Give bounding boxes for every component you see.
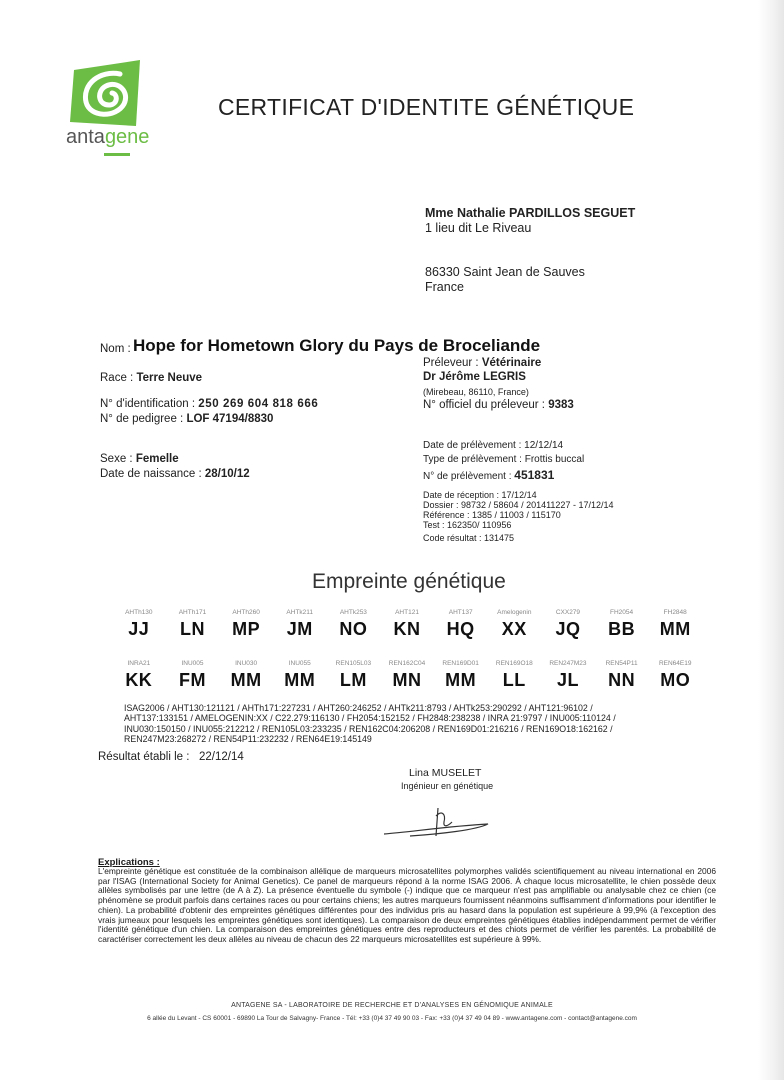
signer-name: Lina MUSELET [409,767,482,779]
logo-wordmark-suffix: gene [104,126,150,148]
marker-label: REN247M23 [549,660,587,667]
marker-label: REN54P11 [605,660,638,667]
logo-wordmark-prefix: anta [66,126,105,148]
logo-wordmark [66,126,149,149]
marker-label: AHTk253 [339,609,367,616]
genotype-value: NN [608,670,636,690]
genotype-cell [327,609,381,640]
genotype-value: FM [178,670,206,690]
marker-label: AHTh130 [125,609,153,616]
reference-ref: Référence : 1385 / 11003 / 115170 [423,510,561,520]
identification-label: N° d'identification : [100,398,196,410]
dog-name: Hope for Hometown Glory du Pays de Broceliande [133,336,541,355]
genotype-value: BB [608,619,636,639]
antagene-logo-icon [70,60,142,128]
genotype-cell [166,609,220,640]
genotype-value: JL [556,670,579,690]
genotype-cell [595,660,649,691]
genotype-cell [648,609,702,640]
naissance-value: 28/10/12 [204,468,250,480]
preleveur-value: Vétérinaire [481,357,542,369]
empreinte-title: Empreinte génétique [312,570,506,593]
owner-country: France [425,280,464,294]
marker-label: INRA21 [127,660,151,667]
genotype-cell [112,609,166,640]
marker-label: AHT137 [448,609,473,616]
dossier-ref: Dossier : 98732 / 58604 / 201411227 - 17/12/14 [423,500,614,510]
genotype-cell [487,609,541,640]
genotype-value: JQ [555,619,581,639]
owner-address-line2: 86330 Saint Jean de Sauves [425,265,585,279]
genotype-value: JM [286,619,313,639]
genotype-value: MM [230,670,262,690]
genotype-cell [434,609,488,640]
marker-label: INU005 [181,660,204,667]
preleveur-location: (Mirebeau, 86110, France) [423,387,529,397]
genotype-value: LN [179,619,205,639]
genotype-value: LL [502,670,526,690]
sexe-label: Sexe : [100,453,133,465]
genotype-cell [541,660,595,691]
preleveur-label: Préleveur : [423,357,479,369]
race-value: Terre Neuve [136,372,203,384]
genotype-value: MM [284,670,316,690]
pedigree-value: LOF 47194/8830 [186,413,274,425]
num-prelevement-value: 451831 [514,468,555,482]
genotype-cell [595,609,649,640]
sexe-value: Femelle [135,453,179,465]
genotype-value: HQ [446,619,475,639]
type-prelevement-value: Frottis buccal [524,454,585,465]
marker-label: AHTh260 [232,609,260,616]
marker-label: REN162C04 [388,660,426,667]
logo-underline [104,153,130,156]
genotype-cell [487,660,541,691]
genotype-value: LM [339,670,367,690]
genotype-cell [541,609,595,640]
marker-label: REN64E19 [658,660,692,667]
genotype-value: MP [232,619,261,639]
type-prelevement-label: Type de prélèvement : [423,454,522,465]
naissance-label: Date de naissance : [100,468,202,480]
signer-title: Ingénieur en génétique [401,781,494,791]
resultat-date: 22/12/14 [199,751,244,763]
num-prelevement-label: N° de prélèvement : [423,471,512,482]
reception-date: Date de réception : 17/12/14 [423,490,537,500]
genotype-value: MO [660,670,691,690]
genotype-cell [380,609,434,640]
signature-icon [380,796,500,844]
genotype-value: KK [125,670,153,690]
identification-value: 250 269 604 818 666 [198,398,319,410]
explications-title: Explications : [98,857,160,868]
marker-label: INU055 [288,660,311,667]
genotype-cell [112,660,166,691]
genotype-cell [327,660,381,691]
nom-label: Nom : [100,343,131,355]
marker-label: AHTk211 [286,609,314,616]
footer-contact: 6 allée du Levant - CS 60001 - 69890 La Tour de Salvagny- France - Tél: +33 (0)4 37 49 90 03 - Fax: +33 (0)4 37 49 04 89 - www.antagene.com - contact@antagene.com [147,1015,637,1022]
race-label: Race : [100,372,134,384]
genotype-value: MM [445,670,477,690]
marker-label: REN105L03 [335,660,372,667]
owner-address-line1: 1 lieu dit Le Riveau [425,221,532,235]
page-title: CERTIFICAT D'IDENTITE GÉNÉTIQUE [218,94,635,120]
marker-label: AHTh171 [178,609,207,616]
genotype-cell [273,660,327,691]
test-ref: Test : 162350/ 110956 [423,520,512,530]
marker-label: FH2848 [663,609,687,616]
genotype-cell [219,609,273,640]
preleveur-officiel-value: 9383 [548,399,574,411]
explications-text: L'empreinte génétique est constituée de la combinaison allélique de marqueurs microsatellites polymorphes validés scientifiquement au niveau international en 2006 par l'ISAG (International Society for Animal Genetics). Ce panel de marqueurs répond à la norme ISAG 2006. À chaque locus microsatellite, le chien possède deux allèles symbolisés par une lettre (de A à Z). La présence éventuelle du symbole (-) indique que ce marqueur n'est pas amplifiable ou analysable chez ce chien (ce phénomène se produit parfois dans certaines races ou pour certains chiens; les autres marqueurs fournissent néanmoins suffisamment d'informations pour identifier le chien). La probabilité d'obtenir des empreintes génétiques différentes pour des individus pris au hasard dans la population est supérieure à 99,9% (à l'exception des vrais jumeaux pour lesquels les empreintes génétiques sont identiques). La comparaison de deux empreintes génétiques établies indépendamment permet de vérifier l'identité génétique d'un chien. La comparaison des empreintes génétiques entre des reproducteurs et des chiots permet de vérifier les parentés. La probabilité de caractériser correctement les deux allèles au niveau de chacun des 22 marqueurs microsatellites est supérieure à 99%. [98,866,716,944]
genotype-value: XX [501,619,527,639]
marker-label: REN169O18 [495,660,533,667]
marker-label: REN169D01 [442,660,479,667]
genotype-cell [380,660,434,691]
date-prelevement-value: 12/12/14 [524,440,564,451]
allele-list: ISAG2006 / AHT130:121121 / AHTh171:227231 / AHT260:246252 / AHTk211:8793 / AHTk253:290292 / AHT121:96102 / AHT137:133151 / AMELOGENIN:XX / C22.279:116130 / FH2054:152152 / FH2848:238238 / INRA 21:9797 / INU005:110124 / INU030:150150 / INU055:212212 / REN105L03:233235 / REN162C04:206208 / REN169D01:216216 / REN169O18:162162 / REN247M23:268272 / REN54P11:232232 / REN64E19:145149 [124,703,616,744]
genotype-value: MM [659,619,691,639]
preleveur-officiel-label: N° officiel du préleveur : [423,399,546,411]
pedigree-label: N° de pedigree : [100,413,184,425]
preleveur-name: Dr Jérôme LEGRIS [423,371,526,383]
marker-label: CXX279 [555,609,581,616]
marker-label: FH2054 [610,609,634,616]
genotype-value: KN [393,619,421,639]
resultat-label: Résultat établi le : [98,751,190,763]
genotype-cell [166,660,220,691]
genotype-cell [434,660,488,691]
marker-label: INU030 [235,660,258,667]
page-edge-shadow [758,0,784,1080]
genotype-cell [648,660,702,691]
genotype-row-2 [112,660,702,691]
code-resultat: Code résultat : 131475 [423,533,515,543]
genotype-row-1 [112,609,702,640]
marker-label: AHT121 [395,609,419,616]
genotype-value: MN [392,670,422,690]
date-prelevement-label: Date de prélèvement : [423,440,522,451]
genotype-cell [273,609,327,640]
footer-lab-name: ANTAGENE SA - LABORATOIRE DE RECHERCHE ET D'ANALYSES EN GÉNOMIQUE ANIMALE [231,1002,553,1009]
marker-label: Amelogenin [497,609,532,616]
genotype-value: JJ [128,619,150,639]
owner-name: Mme Nathalie PARDILLOS SEGUET [425,206,636,220]
genotype-cell [219,660,273,691]
genotype-value: NO [339,619,368,639]
